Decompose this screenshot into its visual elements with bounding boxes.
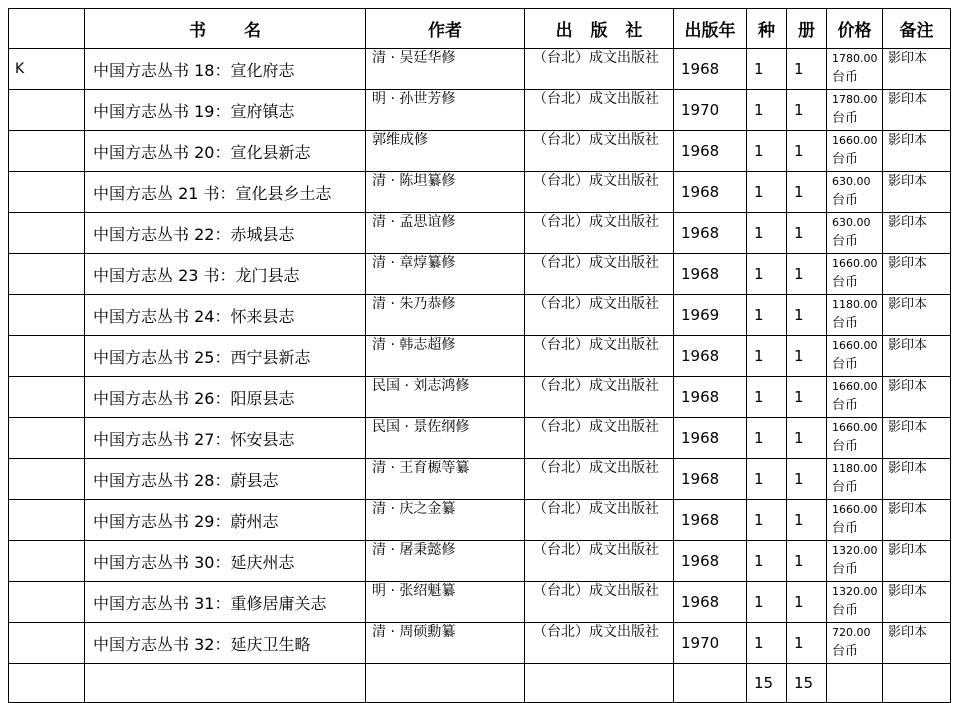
cell-kinds: 1 [747,459,787,500]
cell-title: 中国方志丛书 27：怀安县志 [85,418,366,459]
cell-price [827,131,883,172]
cell-volumes: 1 [787,459,827,500]
cell-code [9,377,85,418]
cell-note: 影印本 [883,295,951,336]
table-row [9,336,951,377]
cell-kinds: 1 [747,582,787,623]
cell-year: 1968 [674,418,747,459]
price-unit: 台币 [832,439,859,454]
price-value: 1320.00 [832,544,878,557]
cell-code [9,459,85,500]
cell-year: 1969 [674,295,747,336]
cell-note: 影印本 [883,49,951,90]
cell-price [827,295,883,336]
cell-publisher: （台北）成文出版社 [525,459,674,500]
cell-kinds: 1 [747,131,787,172]
cell-kinds: 1 [747,377,787,418]
cell-volumes: 1 [787,254,827,295]
cell-title: 中国方志丛书 30：延庆州志 [85,541,366,582]
price-unit: 台币 [832,521,859,536]
cell-price [827,49,883,90]
cell-title: 中国方志丛书 28：蔚县志 [85,459,366,500]
totals-empty-code [9,664,85,703]
cell-year: 1968 [674,500,747,541]
cell-author: 郭维成修 [366,131,525,172]
table-body [9,49,951,664]
cell-publisher: （台北）成文出版社 [525,541,674,582]
cell-volumes: 1 [787,500,827,541]
cell-kinds: 1 [747,295,787,336]
cell-kinds: 1 [747,500,787,541]
totals-kinds: 15 [747,664,787,703]
cell-title: 中国方志丛书 25：西宁县新志 [85,336,366,377]
cell-author: 清 · 屠秉懿修 [366,541,525,582]
cell-volumes: 1 [787,131,827,172]
price-value: 1320.00 [832,585,878,598]
cell-price [827,254,883,295]
cell-author: 清 · 朱乃恭修 [366,295,525,336]
price-unit: 台币 [832,234,859,249]
header-row [9,9,951,49]
table-row [9,582,951,623]
cell-title: 中国方志丛书 18：宣化府志 [85,49,366,90]
cell-volumes: 1 [787,295,827,336]
cell-kinds: 1 [747,418,787,459]
cell-volumes: 1 [787,49,827,90]
cell-year: 1968 [674,254,747,295]
cell-volumes: 1 [787,623,827,664]
cell-author: 民国 · 刘志鸿修 [366,377,525,418]
cell-publisher: （台北）成文出版社 [525,295,674,336]
cell-kinds: 1 [747,90,787,131]
cell-kinds: 1 [747,213,787,254]
table-row [9,254,951,295]
price-unit: 台币 [832,480,859,495]
cell-author: 清 · 周硕勳纂 [366,623,525,664]
price-value: 720.00 [832,626,871,639]
header-note: 备注 [883,9,951,49]
cell-price [827,418,883,459]
cell-code [9,336,85,377]
price-value: 1780.00 [832,93,878,106]
table-row [9,541,951,582]
cell-note: 影印本 [883,582,951,623]
totals-empty-year [674,664,747,703]
price-value: 1780.00 [832,52,878,65]
cell-kinds: 1 [747,49,787,90]
price-value: 1660.00 [832,380,878,393]
cell-code [9,541,85,582]
cell-code: K [9,49,85,90]
cell-price [827,172,883,213]
price-value: 1660.00 [832,134,878,147]
cell-volumes: 1 [787,541,827,582]
header-kinds: 种 [747,9,787,49]
cell-volumes: 1 [787,172,827,213]
cell-note: 影印本 [883,459,951,500]
cell-note: 影印本 [883,254,951,295]
cell-title: 中国方志丛书 22：赤城县志 [85,213,366,254]
cell-year: 1970 [674,90,747,131]
cell-title: 中国方志丛 23 书：龙门县志 [85,254,366,295]
cell-publisher: （台北）成文出版社 [525,336,674,377]
totals-volumes: 15 [787,664,827,703]
cell-year: 1968 [674,541,747,582]
cell-note: 影印本 [883,336,951,377]
cell-volumes: 1 [787,213,827,254]
totals-empty-author [366,664,525,703]
price-unit: 台币 [832,562,859,577]
header-code [9,9,85,49]
cell-code [9,90,85,131]
cell-code [9,213,85,254]
table-row [9,418,951,459]
cell-price [827,500,883,541]
cell-publisher: （台北）成文出版社 [525,500,674,541]
cell-kinds: 1 [747,623,787,664]
totals-empty-title [85,664,366,703]
price-unit: 台币 [832,111,859,126]
cell-price [827,541,883,582]
price-value: 1660.00 [832,503,878,516]
cell-title: 中国方志丛书 19：宣府镇志 [85,90,366,131]
table-row [9,213,951,254]
cell-volumes: 1 [787,336,827,377]
cell-author: 清 · 孟思谊修 [366,213,525,254]
cell-year: 1968 [674,213,747,254]
cell-publisher: （台北）成文出版社 [525,418,674,459]
cell-price [827,582,883,623]
cell-note: 影印本 [883,90,951,131]
totals-empty-publisher [525,664,674,703]
table-row [9,500,951,541]
cell-volumes: 1 [787,582,827,623]
cell-code [9,623,85,664]
cell-year: 1970 [674,623,747,664]
cell-author: 清 · 庆之金纂 [366,500,525,541]
cell-code [9,295,85,336]
price-unit: 台币 [832,70,859,85]
totals-row [9,664,951,703]
header-price: 价格 [827,9,883,49]
cell-publisher: （台北）成文出版社 [525,49,674,90]
cell-note: 影印本 [883,623,951,664]
cell-year: 1968 [674,459,747,500]
cell-year: 1968 [674,336,747,377]
cell-publisher: （台北）成文出版社 [525,623,674,664]
header-publisher: 出 版 社 [525,9,674,49]
cell-kinds: 1 [747,254,787,295]
cell-author: 清 · 韩志超修 [366,336,525,377]
cell-title: 中国方志丛书 20：宣化县新志 [85,131,366,172]
cell-author: 清 · 章焞纂修 [366,254,525,295]
cell-note: 影印本 [883,500,951,541]
cell-volumes: 1 [787,418,827,459]
price-unit: 台币 [832,603,859,618]
cell-price [827,377,883,418]
table-row [9,623,951,664]
cell-note: 影印本 [883,131,951,172]
price-unit: 台币 [832,275,859,290]
table-row [9,90,951,131]
cell-year: 1968 [674,582,747,623]
price-value: 630.00 [832,216,871,229]
cell-note: 影印本 [883,418,951,459]
cell-price [827,90,883,131]
cell-author: 明 · 孙世芳修 [366,90,525,131]
cell-author: 明 · 张绍魁纂 [366,582,525,623]
cell-publisher: （台北）成文出版社 [525,582,674,623]
cell-title: 中国方志丛书 29：蔚州志 [85,500,366,541]
cell-author: 清 · 陈坦纂修 [366,172,525,213]
cell-volumes: 1 [787,377,827,418]
cell-note: 影印本 [883,213,951,254]
table-row [9,295,951,336]
cell-title: 中国方志丛书 24：怀来县志 [85,295,366,336]
cell-code [9,131,85,172]
header-volumes: 册 [787,9,827,49]
price-unit: 台币 [832,316,859,331]
cell-kinds: 1 [747,336,787,377]
cell-year: 1968 [674,131,747,172]
price-unit: 台币 [832,357,859,372]
price-value: 1660.00 [832,257,878,270]
cell-author: 清 · 吴廷华修 [366,49,525,90]
cell-year: 1968 [674,172,747,213]
header-author: 作者 [366,9,525,49]
cell-kinds: 1 [747,541,787,582]
table-row [9,172,951,213]
cell-year: 1968 [674,49,747,90]
cell-publisher: （台北）成文出版社 [525,377,674,418]
cell-kinds: 1 [747,172,787,213]
cell-title: 中国方志丛书 26：阳原县志 [85,377,366,418]
price-value: 1180.00 [832,462,878,475]
price-unit: 台币 [832,644,859,659]
cell-price [827,336,883,377]
cell-title: 中国方志丛 21 书：宣化县乡土志 [85,172,366,213]
price-unit: 台币 [832,193,859,208]
price-value: 1180.00 [832,298,878,311]
price-value: 1660.00 [832,421,878,434]
cell-publisher: （台北）成文出版社 [525,172,674,213]
price-unit: 台币 [832,152,859,167]
cell-note: 影印本 [883,377,951,418]
cell-code [9,172,85,213]
cell-author: 清 · 王育榞等纂 [366,459,525,500]
cell-price [827,459,883,500]
price-value: 630.00 [832,175,871,188]
cell-publisher: （台北）成文出版社 [525,90,674,131]
table-row [9,131,951,172]
cell-price [827,213,883,254]
cell-code [9,418,85,459]
cell-publisher: （台北）成文出版社 [525,131,674,172]
header-title: 书 名 [85,9,366,49]
cell-year: 1968 [674,377,747,418]
cell-code [9,254,85,295]
cell-title: 中国方志丛书 32：延庆卫生略 [85,623,366,664]
cell-publisher: （台北）成文出版社 [525,213,674,254]
totals-empty-price [827,664,883,703]
cell-code [9,500,85,541]
price-unit: 台币 [832,398,859,413]
cell-volumes: 1 [787,90,827,131]
totals-empty-note [883,664,951,703]
cell-title: 中国方志丛书 31：重修居庸关志 [85,582,366,623]
price-value: 1660.00 [832,339,878,352]
cell-price [827,623,883,664]
cell-code [9,582,85,623]
cell-publisher: （台北）成文出版社 [525,254,674,295]
book-catalog-table [8,8,951,703]
header-year: 出版年 [674,9,747,49]
table-row [9,459,951,500]
cell-note: 影印本 [883,541,951,582]
cell-author: 民国 · 景佐纲修 [366,418,525,459]
cell-note: 影印本 [883,172,951,213]
table-row [9,377,951,418]
table-row [9,49,951,90]
